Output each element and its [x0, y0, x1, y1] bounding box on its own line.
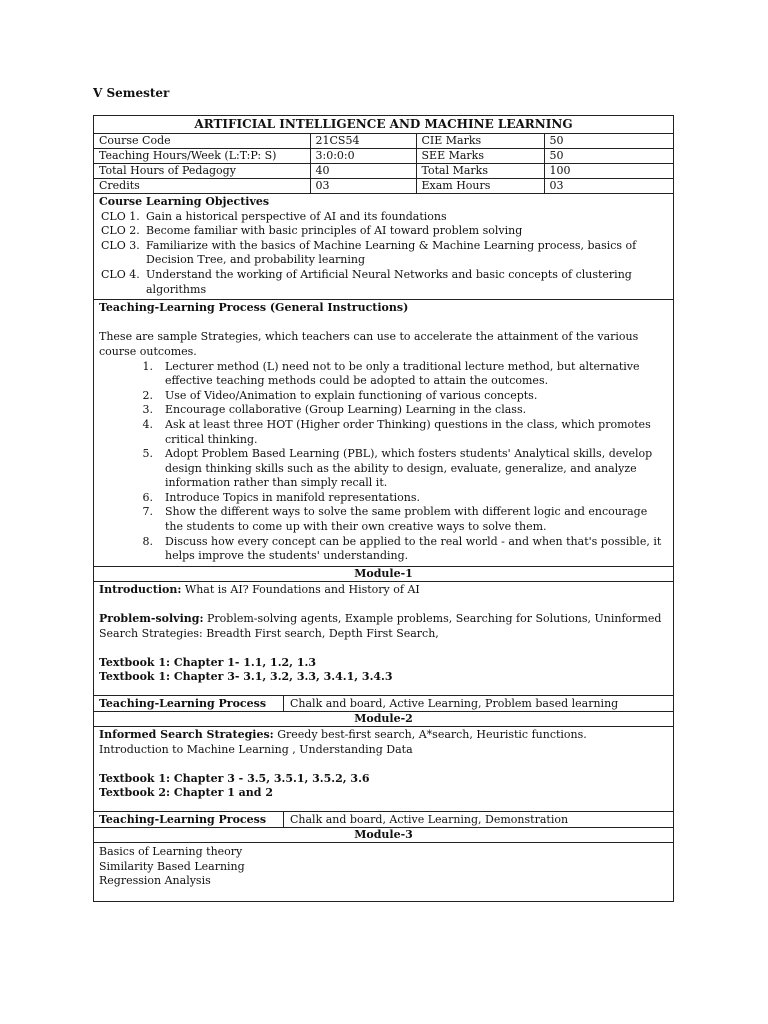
objective-tag: CLO 3. — [101, 238, 140, 252]
objectives-heading: Course Learning Objectives — [99, 195, 270, 208]
teaching-step — [99, 535, 668, 564]
teaching-step — [99, 389, 668, 404]
meta-cell: 21CS54 — [310, 134, 416, 149]
meta-row — [94, 134, 673, 149]
step-number: 8. — [142, 534, 153, 548]
step-text: Introduce Topics in manifold representations. — [165, 490, 421, 504]
module-1-textbook-2: Textbook 1: Chapter 3- 3.1, 3.2, 3.3, 3.4.1, 3.4.3 — [99, 670, 393, 684]
meta-cell: 3:0:0:0 — [310, 149, 416, 164]
meta-cell: 50 — [544, 134, 673, 149]
objective-item — [99, 210, 668, 225]
objective-tag: CLO 2. — [101, 224, 140, 238]
step-text: Adopt Problem Based Learning (PBL), which fosters students' Analytical skills, develop design thinking skills such as the ability to design, evaluate, generalize, and analyze information rather than simply recall it. — [165, 447, 653, 490]
teaching-step — [99, 505, 668, 534]
meta-cell: Total Hours of Pedagogy — [94, 164, 310, 179]
objective-item — [99, 224, 668, 239]
teaching-process-general — [94, 300, 673, 567]
meta-cell: Exam Hours — [416, 179, 544, 194]
module-2-textbook-2: Textbook 2: Chapter 1 and 2 — [99, 786, 273, 800]
step-number: 4. — [142, 417, 153, 431]
step-number: 6. — [142, 490, 153, 504]
module-2-content — [94, 727, 673, 812]
step-number: 2. — [142, 388, 153, 402]
module-1-intro: Introduction: What is AI? Foundations and History of AI — [99, 582, 420, 596]
module-2-tlp-value: Chalk and board, Active Learning, Demonstration — [290, 812, 569, 826]
step-number: 1. — [142, 359, 153, 373]
meta-cell: 03 — [310, 179, 416, 194]
module-3-heading: Module-3 — [94, 828, 673, 843]
module-1-content — [94, 582, 673, 696]
teaching-intro: These are sample Strategies, which teachers can use to accelerate the attainment of the various course outcomes. — [99, 330, 639, 358]
teaching-step — [99, 447, 668, 491]
objective-text: Become familiar with basic principles of AI toward problem solving — [146, 224, 523, 238]
module-2-tlp-label: Teaching-Learning Process — [94, 812, 284, 827]
meta-row — [94, 164, 673, 179]
meta-row — [94, 179, 673, 194]
teaching-step — [99, 403, 668, 418]
module-2-teaching-process — [94, 812, 673, 828]
objective-text: Familiarize with the basics of Machine Learning & Machine Learning process, basics of Decision Tree, and probability learning — [146, 238, 637, 267]
teaching-steps-list — [99, 360, 668, 564]
module-1-textbook-1: Textbook 1: Chapter 1- 1.1, 1.2, 1.3 — [99, 655, 316, 669]
module-3-line: Similarity Based Learning — [99, 859, 245, 873]
course-objectives — [94, 194, 673, 300]
course-title: ARTIFICIAL INTELLIGENCE AND MACHINE LEARNING — [94, 116, 673, 134]
step-text: Show the different ways to solve the same problem with different logic and encourage the students to come up with their own creative ways to solve them. — [165, 505, 648, 534]
step-number: 5. — [142, 447, 153, 461]
course-meta-table — [94, 134, 673, 194]
meta-cell: Teaching Hours/Week (L:T:P: S) — [94, 149, 310, 164]
module-1-tlp-value: Chalk and board, Active Learning, Problem based learning — [290, 697, 619, 710]
meta-cell: 100 — [544, 164, 673, 179]
syllabus-table — [93, 115, 674, 902]
module-1-problem-solving: Problem-solving: Problem-solving agents, Example problems, Searching for Solutions, Uninformed Search Strategies: Breadth First search, Depth First Search, — [99, 612, 662, 640]
teaching-step — [99, 491, 668, 506]
meta-cell: Total Marks — [416, 164, 544, 179]
meta-cell: Credits — [94, 179, 310, 194]
objectives-list — [99, 210, 668, 298]
module-2-informed-search: Informed Search Strategies: Greedy best-first search, A*search, Heuristic functions. — [99, 728, 587, 741]
module-2-textbook-1: Textbook 1: Chapter 3 - 3.5, 3.5.1, 3.5.2, 3.6 — [99, 771, 370, 785]
module-3-line: Basics of Learning theory — [99, 844, 243, 858]
meta-cell: CIE Marks — [416, 134, 544, 149]
module-1-tlp-label: Teaching-Learning Process — [94, 696, 284, 711]
step-number: 7. — [142, 505, 153, 519]
module-3-line: Regression Analysis — [99, 874, 211, 888]
module-1-teaching-process — [94, 696, 673, 712]
step-text: Lecturer method (L) need not to be only a traditional lecture method, but alternative effective teaching methods could be adopted to attain the outcomes. — [165, 359, 640, 388]
semester-label: V Semester — [93, 86, 170, 100]
meta-cell: Course Code — [94, 134, 310, 149]
module-2-heading: Module-2 — [94, 712, 673, 727]
objective-tag: CLO 1. — [101, 209, 140, 223]
objective-item — [99, 268, 668, 297]
step-text: Use of Video/Animation to explain functioning of various concepts. — [165, 388, 538, 402]
step-text: Ask at least three HOT (Higher order Thinking) questions in the class, which promotes critical thinking. — [165, 417, 651, 446]
module-1-heading: Module-1 — [94, 567, 673, 582]
step-text: Discuss how every concept can be applied to the real world - and when that's possible, it helps improve the students' understanding. — [165, 534, 662, 563]
step-text: Encourage collaborative (Group Learning) Learning in the class. — [165, 403, 527, 417]
objective-item — [99, 239, 668, 268]
meta-row — [94, 149, 673, 164]
step-number: 3. — [142, 403, 153, 417]
teaching-step — [99, 360, 668, 389]
objective-text: Understand the working of Artificial Neural Networks and basic concepts of clustering algorithms — [146, 267, 632, 296]
meta-cell: 03 — [544, 179, 673, 194]
objective-text: Gain a historical perspective of AI and its foundations — [146, 209, 447, 223]
module-3-content — [94, 843, 673, 901]
teaching-heading: Teaching-Learning Process (General Instructions) — [99, 301, 409, 315]
meta-cell: SEE Marks — [416, 149, 544, 164]
meta-cell: 40 — [310, 164, 416, 179]
module-2-intro-ml: Introduction to Machine Learning , Understanding Data — [99, 742, 413, 756]
objective-tag: CLO 4. — [101, 267, 140, 281]
teaching-step — [99, 418, 668, 447]
meta-cell: 50 — [544, 149, 673, 164]
